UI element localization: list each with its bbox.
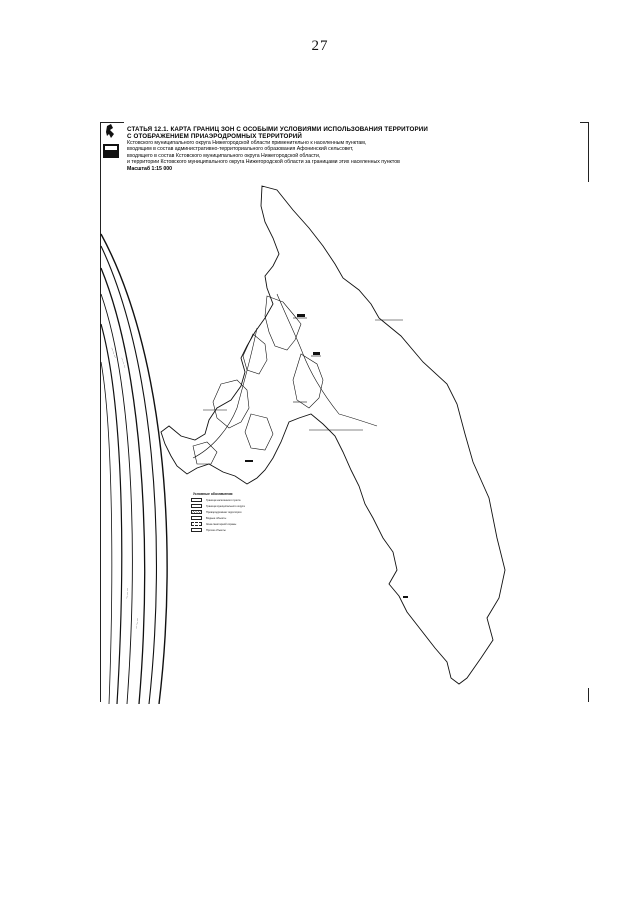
legend-title: Условные обозначения: [193, 492, 233, 496]
coat-of-arms-icon: [101, 124, 121, 158]
legend-label: Приаэродромная территория: [206, 510, 242, 514]
arc-label-4: — — —: [134, 617, 140, 629]
map-description-line-3: входящего в состав Кстовского муниципального округа Нижегородской области,: [127, 152, 321, 159]
map-description-line-4: и территории Кстовского муниципального округа Нижегородской области за границами этих населенных пунктов: [127, 159, 400, 166]
settlement-boundary-1: [265, 296, 301, 350]
settlement-boundary-4: [245, 414, 273, 450]
settlement-boundary-5: [193, 442, 217, 464]
legend-swatch-outline: [191, 516, 202, 520]
legend-item: [191, 527, 271, 533]
settlement-marker-2: [313, 352, 320, 355]
settlement-boundary-6: [293, 354, 323, 408]
settlement-boundary-2: [243, 334, 267, 374]
map-legend: [191, 492, 271, 533]
legend-label: Граница населенного пункта: [206, 498, 241, 502]
map-figure: [97, 118, 589, 704]
legend-swatch-outline: [191, 528, 202, 532]
settlement-marker-3: [245, 460, 253, 462]
legend-label: Зона санитарной охраны: [206, 522, 237, 526]
territory-boundary: [161, 186, 505, 684]
settlement-marker-4: [403, 596, 408, 598]
airfield-arc-3: [101, 268, 145, 704]
arc-label-1: — — —: [110, 346, 118, 359]
arc-label-3: — — —: [125, 587, 130, 599]
airfield-arc-2: [101, 246, 156, 704]
legend-swatch-outline: [191, 504, 202, 508]
airfield-arc-inner: [101, 362, 112, 704]
page-number: 27: [311, 38, 329, 54]
legend-label: Прочие объекты: [206, 528, 226, 532]
map-drawing: [97, 118, 589, 704]
map-description-line-2: входящим в состав административно-территориального образования Афонинский сельсовет,: [127, 146, 354, 153]
legend-swatch-outline: [191, 498, 202, 502]
legend-swatch-dashed: [191, 522, 202, 526]
settlement-marker-1: [297, 314, 305, 317]
map-title-line-2: С ОТОБРАЖЕНИЕМ ПРИАЭРОДРОМНЫХ ТЕРРИТОРИЙ: [127, 133, 302, 140]
river-line: [277, 294, 377, 426]
map-description-line-1: Кстовского муниципального округа Нижегородской области применительно к населенным пунктам,: [127, 140, 367, 146]
map-title-line-1: СТАТЬЯ 12.1. КАРТА ГРАНИЦ ЗОН С ОСОБЫМИ УСЛОВИЯМИ ИСПОЛЬЗОВАНИЯ ТЕРРИТОРИИ: [127, 126, 428, 133]
map-header: [127, 126, 567, 172]
legend-label: Водные объекты: [206, 516, 227, 520]
map-scale: Масштаб 1:15 000: [127, 165, 173, 172]
arc-label-2: — — —: [120, 357, 128, 369]
legend-swatch-hatched: [191, 510, 202, 514]
legend-label: Граница муниципального округа: [206, 504, 245, 508]
